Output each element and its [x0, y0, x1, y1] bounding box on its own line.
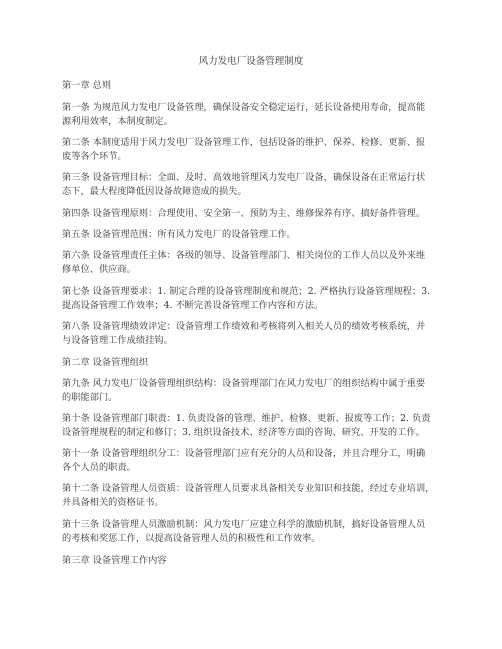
- article-5-line-1: 第五条 设备管理范围：所有风力发电厂的设备管理工作。: [62, 229, 296, 240]
- article-12-line-1: 第十二条 设备管理人员资质：设备管理人员要求具备相关专业知识和技能，经过专业培训，: [62, 483, 435, 494]
- chapter-heading: 第一章 总则: [62, 80, 112, 91]
- article-11-line-1: 第十一条 设备管理组织分工：设备管理部门应有充分的人员和设备，并且合理分工，明确: [62, 448, 426, 459]
- article-8-line-1: 第八条 设备管理绩效评定：设备管理工作绩效和考核将列入相关人员的绩效考核系统，并: [62, 321, 426, 332]
- article-11-line-2: 各个人员的职责。: [62, 462, 136, 473]
- article-6-line-1: 第六条 设备管理责任主体：各级的领导、设备管理部门、相关岗位的工作人员以及外来维: [62, 250, 426, 261]
- article-13-line-2: 的考核和奖惩工作，以提高设备管理人员的积极性和工作效率。: [62, 533, 321, 544]
- chapter-heading: 第二章 设备管理组织: [62, 357, 149, 368]
- article-8-line-2: 与设备管理工作成绩挂钩。: [62, 335, 173, 346]
- article-4-line-1: 第四条 设备管理原则：合理使用、安全第一、预防为主、维修保养有序、搞好备件管理。: [62, 208, 426, 219]
- article-9-line-1: 第九条 风力发电厂设备管理组织结构：设备管理部门在风力发电厂的组织结构中属于重要: [62, 378, 426, 389]
- article-13-line-1: 第十三条 设备管理人员激励机制：风力发电厂应建立科学的激励机制，搞好设备管理人员: [62, 519, 426, 530]
- article-2-line-2: 废等各个环节。: [62, 151, 127, 162]
- article-2-line-1: 第二条 本制度适用于风力发电厂设备管理工作，包括设备的维护、保养、检修、更新、报: [62, 137, 426, 148]
- article-10-line-1: 第十条 设备管理部门职责：1. 负责设备的管理、维护、检修、更新、报废等工作；2. 负责: [62, 413, 431, 424]
- article-6-line-2: 修单位、供应商。: [62, 264, 136, 275]
- article-1-line-1: 第一条 为规范风力发电厂设备管理，确保设备安全稳定运行，延长设备使用寿命，提高能: [62, 102, 426, 113]
- article-12-line-2: 并具备相关的资格证书。: [62, 497, 164, 508]
- article-7-line-1: 第七条 设备管理要求：1. 制定合理的设备管理制度和规范；2. 严格执行设备管理规程；3.: [62, 286, 431, 297]
- article-7-line-2: 提高设备管理工作效率；4. 不断完善设备管理工作内容和方法。: [62, 300, 324, 311]
- article-9-line-2: 的职能部门。: [62, 392, 118, 403]
- chapter-heading: 第三章 设备管理工作内容: [62, 555, 167, 566]
- document-title: 风力发电厂设备管理制度: [198, 56, 304, 67]
- article-3-line-1: 第三条 设备管理目标：全面、及时、高效地管理风力发电厂设备，确保设备在正常运行状: [62, 172, 426, 183]
- article-1-line-2: 源利用效率，本制度制定。: [62, 116, 173, 127]
- article-10-line-2: 设备管理规程的制定和修订；3. 组织设备技术、经济等方面的咨询、研究、开发的工作。: [62, 427, 425, 438]
- article-3-line-2: 态下，最大程度降低因设备故障造成的损失。: [62, 186, 247, 197]
